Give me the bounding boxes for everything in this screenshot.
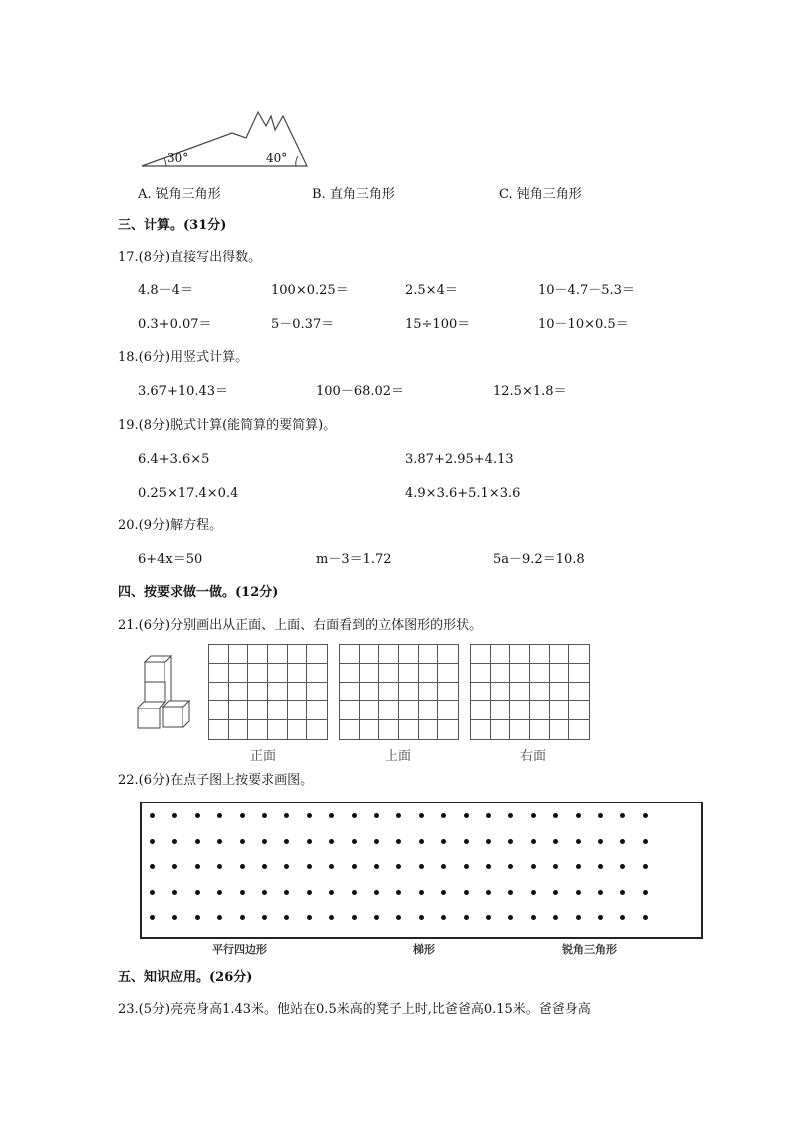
grid-cell[interactable] [360,664,380,683]
grid-cell[interactable] [209,664,229,683]
section-4-title: 四、按要求做一做。(12分) [118,585,279,600]
dot[interactable] [352,839,357,844]
grid-cell[interactable] [268,720,288,739]
dot[interactable] [531,890,536,895]
grid-cell[interactable] [209,645,229,664]
grid-cell[interactable] [360,701,380,720]
dot[interactable] [374,813,379,818]
grid-cell[interactable] [550,664,570,683]
dot[interactable] [531,839,536,844]
grid-cell[interactable] [530,683,550,702]
q18-item: 100－68.02＝ [316,384,405,399]
dot[interactable] [508,915,513,920]
dot[interactable] [172,890,177,895]
grid-cell[interactable] [550,683,570,702]
triangle-figure [138,100,313,172]
grid-cell[interactable] [229,683,249,702]
grid-cell[interactable] [268,645,288,664]
q19-item: 3.87+2.95+4.13 [405,452,514,467]
grid-cell[interactable] [360,720,380,739]
dot[interactable] [419,915,424,920]
dot[interactable] [374,890,379,895]
dot[interactable] [240,813,245,818]
grid-cell[interactable] [288,683,308,702]
dot[interactable] [262,890,267,895]
dot[interactable] [240,839,245,844]
dot[interactable] [217,864,222,869]
dot[interactable] [620,813,625,818]
dot[interactable] [620,864,625,869]
dot[interactable] [172,813,177,818]
dot[interactable] [620,839,625,844]
grid-cell[interactable] [530,664,550,683]
grid-cell[interactable] [307,683,327,702]
grid-cell[interactable] [360,683,380,702]
grid-cell[interactable] [268,664,288,683]
dot[interactable] [508,839,513,844]
dot[interactable] [441,890,446,895]
dot[interactable] [150,890,155,895]
grid-cell[interactable] [550,645,570,664]
dot[interactable] [195,839,200,844]
dot[interactable] [441,839,446,844]
dot[interactable] [374,864,379,869]
dot[interactable] [508,813,513,818]
dot[interactable] [352,813,357,818]
dot[interactable] [352,890,357,895]
dot[interactable] [598,864,603,869]
grid-cell[interactable] [471,720,491,739]
grid-cell[interactable] [569,683,589,702]
dot-grid[interactable] [140,802,703,939]
q22-title: 22.(6分)在点子图上按要求画图。 [118,773,314,788]
grid-cell[interactable] [288,701,308,720]
acute-triangle-label: 锐角三角形 [562,943,617,956]
grid-cell[interactable] [399,701,419,720]
right-view-grid[interactable] [470,644,590,740]
dot[interactable] [508,890,513,895]
option-a[interactable]: A. 锐角三角形 [138,187,221,202]
q17-item: 15÷100＝ [405,317,471,332]
grid-cell[interactable] [491,664,511,683]
grid-cell[interactable] [399,720,419,739]
dot[interactable] [307,813,312,818]
dot[interactable] [217,890,222,895]
q17-item: 0.3+0.07＝ [138,317,212,332]
q18-item: 3.67+10.43＝ [138,384,229,399]
dot[interactable] [576,915,581,920]
q17-item: 4.8－4＝ [138,283,193,298]
dot[interactable] [531,915,536,920]
dot[interactable] [240,864,245,869]
dot[interactable] [284,864,289,869]
q19-item: 4.9×3.6+5.1×3.6 [405,486,521,501]
dot[interactable] [217,839,222,844]
dot[interactable] [486,915,491,920]
dot[interactable] [643,813,648,818]
dot[interactable] [329,915,334,920]
grid-cell[interactable] [379,720,399,739]
dot[interactable] [643,890,648,895]
dot[interactable] [240,890,245,895]
grid-cell[interactable] [510,720,530,739]
grid-cell[interactable] [340,720,360,739]
cube-figure [137,654,197,734]
grid-cell[interactable] [288,645,308,664]
grid-cell[interactable] [399,645,419,664]
grid-cell[interactable] [340,701,360,720]
grid-cell[interactable] [438,701,458,720]
dot[interactable] [217,813,222,818]
right-view-label: 右面 [519,749,546,764]
q20-item: 6+4x＝50 [138,552,203,567]
grid-cell[interactable] [491,701,511,720]
dot[interactable] [172,915,177,920]
dot[interactable] [441,915,446,920]
grid-cell[interactable] [550,720,570,739]
grid-cell[interactable] [379,701,399,720]
dot[interactable] [284,915,289,920]
grid-cell[interactable] [307,645,327,664]
grid-cell[interactable] [419,645,439,664]
dot[interactable] [419,813,424,818]
dot[interactable] [576,864,581,869]
grid-cell[interactable] [530,720,550,739]
grid-cell[interactable] [379,683,399,702]
dot[interactable] [464,915,469,920]
grid-cell[interactable] [471,683,491,702]
q23-text: 23.(5分)亮亮身高1.43米。他站在0.5米高的凳子上时,比爸爸高0.15米。爸爸身高 [118,1002,591,1017]
top-view-grid[interactable] [339,644,459,740]
grid-cell[interactable] [288,664,308,683]
grid-cell[interactable] [438,645,458,664]
dot[interactable] [531,813,536,818]
grid-cell[interactable] [340,645,360,664]
grid-cell[interactable] [550,701,570,720]
grid-cell[interactable] [569,645,589,664]
q19-title: 19.(8分)脱式计算(能简算的要简算)。 [118,418,337,433]
grid-cell[interactable] [491,645,511,664]
dot[interactable] [307,915,312,920]
grid-cell[interactable] [248,645,268,664]
dot[interactable] [262,915,267,920]
grid-cell[interactable] [268,683,288,702]
grid-cell[interactable] [340,664,360,683]
dot[interactable] [352,915,357,920]
section-5-title: 五、知识应用。(26分) [118,970,253,985]
grid-cell[interactable] [419,683,439,702]
grid-cell[interactable] [510,645,530,664]
angle-30-label: 30° [167,151,189,165]
trapezoid-label: 梯形 [413,943,435,956]
dot[interactable] [195,864,200,869]
dot[interactable] [553,890,558,895]
q20-item: m－3＝1.72 [316,552,392,567]
dot[interactable] [464,864,469,869]
parallelogram-label: 平行四边形 [212,943,267,956]
grid-cell[interactable] [229,664,249,683]
dot[interactable] [553,864,558,869]
dot[interactable] [396,890,401,895]
grid-cell[interactable] [340,683,360,702]
grid-cell[interactable] [491,683,511,702]
dot[interactable] [486,813,491,818]
dot[interactable] [374,839,379,844]
dot[interactable] [643,864,648,869]
angle-40-label: 40° [266,151,288,165]
dot[interactable] [307,890,312,895]
dot[interactable] [486,890,491,895]
grid-cell[interactable] [307,701,327,720]
q19-item: 6.4+3.6×5 [138,452,210,467]
option-b[interactable]: B. 直角三角形 [312,187,395,202]
grid-cell[interactable] [209,683,229,702]
dot[interactable] [284,813,289,818]
dot[interactable] [486,864,491,869]
grid-cell[interactable] [229,720,249,739]
grid-cell[interactable] [471,664,491,683]
dot[interactable] [150,915,155,920]
grid-cell[interactable] [307,664,327,683]
dot[interactable] [262,839,267,844]
dot[interactable] [553,813,558,818]
grid-cell[interactable] [248,664,268,683]
dot[interactable] [217,915,222,920]
dot[interactable] [195,890,200,895]
grid-cell[interactable] [360,645,380,664]
grid-cell[interactable] [209,720,229,739]
dot[interactable] [464,813,469,818]
q18-item: 12.5×1.8＝ [493,384,567,399]
dot[interactable] [262,813,267,818]
dot[interactable] [150,813,155,818]
dot[interactable] [195,813,200,818]
top-view-label: 上面 [384,749,411,764]
dot[interactable] [172,864,177,869]
dot[interactable] [329,813,334,818]
grid-cell[interactable] [438,664,458,683]
dot[interactable] [620,890,625,895]
grid-cell[interactable] [419,664,439,683]
dot[interactable] [262,864,267,869]
front-view-label: 正面 [249,749,276,764]
dot[interactable] [576,839,581,844]
q17-item: 10－10×0.5＝ [538,317,629,332]
grid-cell[interactable] [569,664,589,683]
section-3-title: 三、计算。(31分) [118,218,227,233]
grid-cell[interactable] [471,701,491,720]
grid-cell[interactable] [248,683,268,702]
grid-cell[interactable] [510,664,530,683]
grid-cell[interactable] [419,701,439,720]
dot[interactable] [352,864,357,869]
q17-item: 5－0.37＝ [271,317,335,332]
q17-item: 100×0.25＝ [271,283,349,298]
dot[interactable] [329,839,334,844]
dot[interactable] [307,839,312,844]
q17-item: 10－4.7－5.3＝ [538,283,635,298]
dot[interactable] [329,864,334,869]
option-c[interactable]: C. 钝角三角形 [499,187,582,202]
dot[interactable] [396,839,401,844]
grid-cell[interactable] [399,664,419,683]
grid-cell[interactable] [379,645,399,664]
grid-cell[interactable] [248,701,268,720]
grid-cell[interactable] [307,720,327,739]
q19-item: 0.25×17.4×0.4 [138,486,239,501]
q20-title: 20.(9分)解方程。 [118,518,223,533]
grid-cell[interactable] [569,720,589,739]
grid-cell[interactable] [419,720,439,739]
grid-cell[interactable] [248,720,268,739]
grid-cell[interactable] [268,701,288,720]
grid-cell[interactable] [438,683,458,702]
dot[interactable] [419,839,424,844]
dot[interactable] [598,839,603,844]
dot[interactable] [419,864,424,869]
grid-cell[interactable] [399,683,419,702]
dot[interactable] [150,864,155,869]
dot[interactable] [576,813,581,818]
dot[interactable] [419,890,424,895]
dot[interactable] [329,890,334,895]
dot[interactable] [598,890,603,895]
q17-title: 17.(8分)直接写出得数。 [118,250,262,265]
q18-title: 18.(6分)用竖式计算。 [118,350,249,365]
grid-cell[interactable] [288,720,308,739]
dot[interactable] [643,839,648,844]
q20-item: 5a－9.2＝10.8 [493,552,585,567]
dot[interactable] [576,890,581,895]
grid-cell[interactable] [530,645,550,664]
dot[interactable] [441,813,446,818]
dot[interactable] [195,915,200,920]
grid-cell[interactable] [229,701,249,720]
grid-cell[interactable] [229,645,249,664]
q17-item: 2.5×4＝ [405,283,458,298]
dot[interactable] [374,915,379,920]
dot[interactable] [598,813,603,818]
dot[interactable] [172,839,177,844]
grid-cell[interactable] [379,664,399,683]
grid-cell[interactable] [491,720,511,739]
grid-cell[interactable] [569,701,589,720]
grid-cell[interactable] [530,701,550,720]
dot[interactable] [553,915,558,920]
dot[interactable] [441,864,446,869]
grid-cell[interactable] [209,701,229,720]
grid-cell[interactable] [438,720,458,739]
dot[interactable] [396,864,401,869]
dot[interactable] [150,839,155,844]
dot[interactable] [508,864,513,869]
dot[interactable] [284,890,289,895]
grid-cell[interactable] [510,683,530,702]
q21-title: 21.(6分)分别画出从正面、上面、右面看到的立体图形的形状。 [118,618,483,633]
dot[interactable] [486,839,491,844]
dot[interactable] [643,915,648,920]
grid-cell[interactable] [510,701,530,720]
grid-cell[interactable] [471,645,491,664]
front-view-grid[interactable] [208,644,328,740]
dot[interactable] [464,839,469,844]
dot[interactable] [284,839,289,844]
dot[interactable] [464,890,469,895]
dot[interactable] [553,839,558,844]
dot[interactable] [307,864,312,869]
dot[interactable] [531,864,536,869]
dot[interactable] [598,915,603,920]
dot[interactable] [240,915,245,920]
dot[interactable] [396,813,401,818]
dot[interactable] [620,915,625,920]
dot[interactable] [396,915,401,920]
